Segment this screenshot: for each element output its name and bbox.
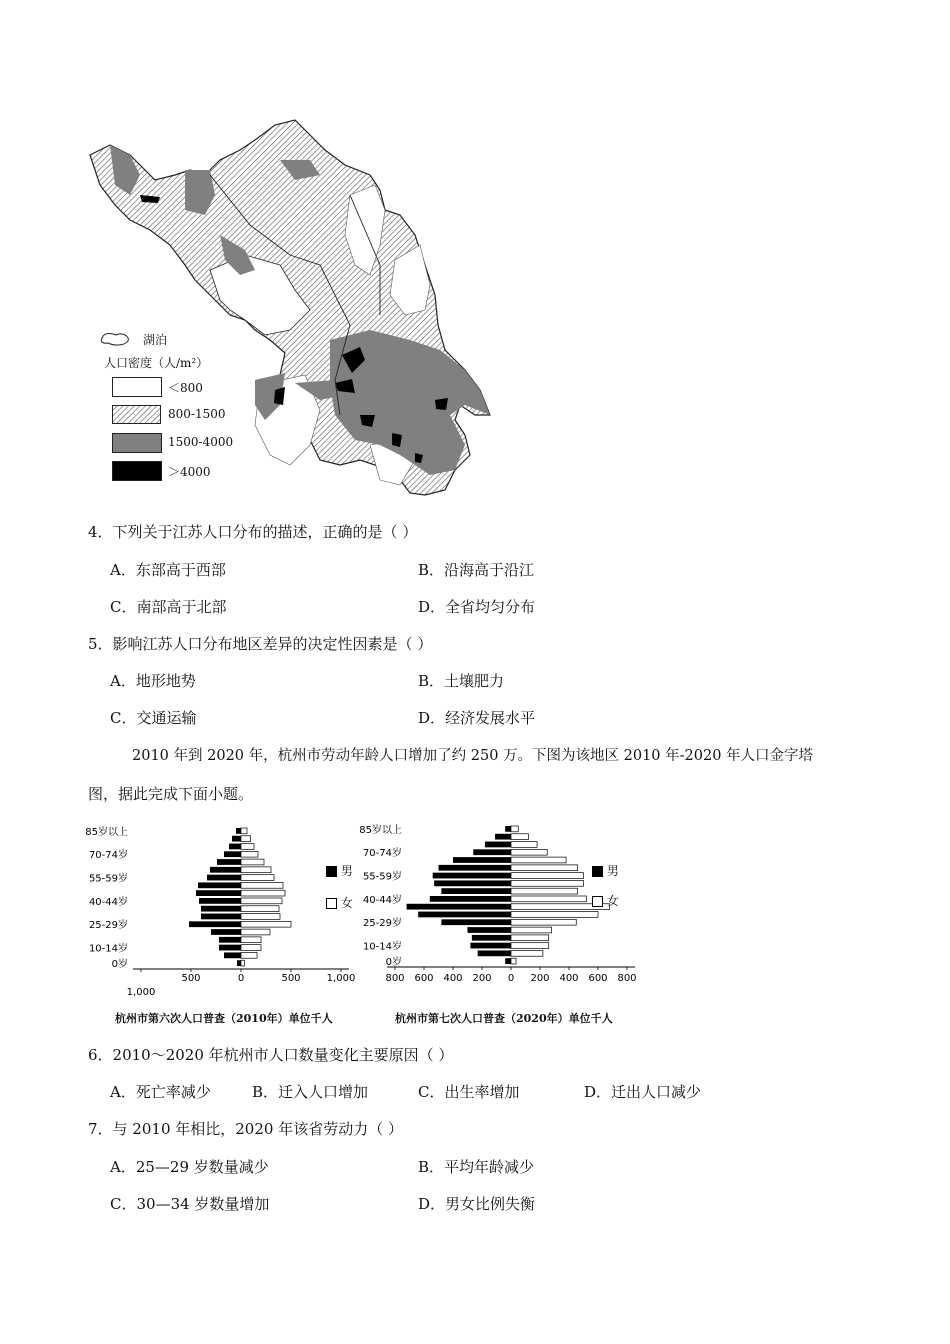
bar-female-55-59岁 [241, 875, 274, 881]
bar-female-40-44岁 [511, 896, 586, 902]
bar-male-35-39岁 [201, 906, 241, 912]
bar-female-20-24岁 [241, 929, 270, 935]
bar-female-40-44岁 [241, 898, 282, 904]
lake-label: 湖泊 [143, 333, 168, 347]
x-tick-label: 0 [507, 973, 515, 984]
bar-male-50-54岁 [434, 880, 511, 886]
bar-female-65-69岁 [511, 857, 566, 863]
bar-female-80-84岁 [511, 834, 528, 840]
x-tick-label: 1,000 [126, 987, 156, 998]
bar-female-20-24岁 [511, 927, 552, 933]
bar-male-60-64岁 [439, 865, 512, 871]
x-tick-label: 800 [385, 973, 405, 984]
bar-female-85岁以上 [511, 826, 518, 832]
bar-male-65-69岁 [453, 857, 511, 863]
bar-male-15-19岁 [219, 937, 241, 943]
bar-male-25-29岁 [189, 921, 241, 927]
q6-option-b[interactable]: B．迁入人口增加 [252, 1083, 369, 1101]
q5-option-c[interactable]: C．交通运输 [110, 709, 197, 727]
question-5-stem: 5．影响江苏人口分布地区差异的决定性因素是（ ） [88, 635, 433, 653]
bar-female-45-49岁 [511, 888, 578, 894]
q5-option-a[interactable]: A．地形地势 [110, 672, 196, 690]
bar-female-25-29岁 [241, 921, 291, 927]
bar-female-10-14岁 [241, 945, 261, 951]
bar-female-15-19岁 [511, 935, 549, 941]
bar-male-40-44岁 [199, 898, 241, 904]
bar-male-55-59岁 [207, 875, 241, 881]
y-tick-label: 40-44岁 [362, 894, 402, 906]
x-tick-label: 1,000 [326, 973, 356, 984]
bar-male-0岁 [237, 960, 241, 966]
bar-female-35-39岁 [241, 906, 279, 912]
y-tick-label: 40-44岁 [88, 896, 128, 908]
lake-icon [98, 330, 134, 348]
bar-female-0岁 [511, 958, 516, 964]
question-7-stem: 7．与 2010 年相比，2020 年该省劳动力（ ） [88, 1120, 403, 1138]
x-tick-label: 600 [588, 973, 608, 984]
density-title: 人口密度（人/m²） [104, 356, 209, 370]
bar-female-10-14岁 [511, 943, 549, 949]
bar-female-85岁以上 [241, 828, 247, 834]
pyramid-2020-legend-male: 男 [592, 862, 619, 879]
bar-female-75-79岁 [241, 844, 254, 850]
bar-female-65-69岁 [241, 859, 264, 865]
x-tick-label: 600 [414, 973, 434, 984]
bar-male-20-24岁 [211, 929, 241, 935]
q6-option-c[interactable]: C．出生率增加 [418, 1083, 520, 1101]
bar-male-75-79岁 [229, 844, 241, 850]
y-tick-label: 85岁以上 [359, 824, 402, 836]
bar-female-0岁 [241, 960, 245, 966]
pyramid-2010-title: 杭州市第六次人口普查（2010年）单位千人 [115, 1012, 333, 1025]
bar-male-70-74岁 [224, 851, 241, 857]
bar-female-80-84岁 [241, 836, 251, 842]
bar-female-55-59岁 [511, 873, 584, 879]
y-tick-label: 10-14岁 [88, 943, 128, 955]
q7-option-c[interactable]: C．30—34 岁数量增加 [110, 1195, 270, 1213]
bar-female-60-64岁 [511, 865, 578, 871]
bar-female-5-9岁 [241, 952, 257, 958]
bar-male-30-34岁 [418, 912, 511, 918]
bar-male-70-74岁 [473, 849, 511, 855]
x-tick-label: 0 [237, 973, 245, 984]
pyramid-2020-legend-female: 女 [592, 892, 619, 909]
x-tick-label: 200 [530, 973, 550, 984]
y-tick-label: 0岁 [111, 959, 128, 971]
bar-male-20-24岁 [468, 927, 512, 933]
q5-option-d[interactable]: D．经济发展水平 [418, 709, 536, 727]
bar-male-65-69岁 [217, 859, 241, 865]
bar-female-60-64岁 [241, 867, 271, 873]
y-tick-label: 0岁 [385, 957, 402, 969]
bar-male-85岁以上 [236, 828, 241, 834]
pyramid-2020-svg [350, 815, 650, 1005]
y-tick-label: 25-29岁 [362, 918, 402, 930]
y-tick-label: 10-14岁 [362, 941, 402, 953]
bar-male-5-9岁 [478, 950, 511, 956]
bar-female-25-29岁 [511, 919, 576, 925]
x-tick-label: 200 [472, 973, 492, 984]
pyramid-2010-legend-female: 女 [326, 894, 353, 911]
pyramid-2020 [350, 815, 650, 1030]
bar-female-50-54岁 [511, 880, 584, 886]
bar-male-80-84岁 [232, 836, 241, 842]
pyramid-2020-title: 杭州市第七次人口普查（2020年）单位千人 [395, 1012, 613, 1025]
bar-female-70-74岁 [511, 849, 547, 855]
question-6-stem: 6．2010～2020 年杭州市人口数量变化主要原因（ ） [88, 1046, 454, 1064]
bar-female-70-74岁 [241, 851, 258, 857]
y-tick-label: 55-59岁 [88, 873, 128, 885]
intro-line-1: 2010 年到 2020 年，杭州市劳动年龄人口增加了约 250 万。下图为该地区 2010 年-2020 年人口金字塔 [132, 748, 814, 764]
bar-male-45-49岁 [196, 890, 241, 896]
bar-male-85岁以上 [505, 826, 511, 832]
x-tick-label: 800 [617, 973, 637, 984]
bar-male-10-14岁 [219, 945, 241, 951]
bar-male-80-84岁 [495, 834, 511, 840]
pyramid-2010-legend-male: 男 [326, 862, 353, 879]
q7-option-d[interactable]: D．男女比例失衡 [418, 1195, 536, 1213]
bar-male-35-39岁 [407, 904, 511, 910]
y-tick-label: 55-59岁 [362, 871, 402, 883]
x-tick-label: 400 [443, 973, 463, 984]
x-tick-label: 500 [281, 973, 301, 984]
bar-female-50-54岁 [241, 882, 283, 888]
bar-male-15-19岁 [472, 935, 511, 941]
q4-option-d[interactable]: D．全省均匀分布 [418, 598, 536, 616]
bar-male-60-64岁 [210, 867, 241, 873]
bar-female-5-9岁 [511, 950, 543, 956]
bar-male-50-54岁 [198, 882, 241, 888]
intro-line-2: 图，据此完成下面小题。 [88, 785, 254, 803]
jiangsu-population-map [80, 115, 530, 500]
pyramid-2010 [80, 815, 380, 1030]
y-tick-label: 70-74岁 [88, 850, 128, 862]
q7-option-b[interactable]: B．平均年龄减少 [418, 1158, 535, 1176]
q4-option-c[interactable]: C．南部高于北部 [110, 598, 227, 616]
bar-female-30-34岁 [241, 914, 280, 920]
bar-female-15-19岁 [241, 937, 261, 943]
bar-male-25-29岁 [441, 919, 511, 925]
q4-option-b[interactable]: B．沿海高于沿江 [418, 561, 535, 579]
question-4-stem: 4．下列关于江苏人口分布的描述，正确的是（ ） [88, 523, 418, 541]
y-tick-label: 85岁以上 [85, 826, 128, 838]
bar-male-40-44岁 [430, 896, 511, 902]
q4-option-a[interactable]: A．东部高于西部 [110, 561, 226, 579]
bar-male-75-79岁 [485, 842, 511, 848]
bar-female-30-34岁 [511, 912, 598, 918]
y-tick-label: 70-74岁 [362, 848, 402, 860]
x-tick-label: 500 [181, 973, 201, 984]
q7-option-a[interactable]: A．25—29 岁数量减少 [110, 1158, 269, 1176]
bar-female-75-79岁 [511, 842, 537, 848]
bar-male-30-34岁 [201, 914, 241, 920]
y-tick-label: 25-29岁 [88, 920, 128, 932]
q6-option-d[interactable]: D．迁出人口减少 [584, 1083, 702, 1101]
bar-male-55-59岁 [433, 873, 511, 879]
bar-female-45-49岁 [241, 890, 285, 896]
map-legend: 湖泊 人口密度（人/m²） ＜800 800-1500 1500-4000 ＞4000 [98, 328, 298, 487]
bar-male-10-14岁 [470, 943, 511, 949]
x-tick-label: 400 [559, 973, 579, 984]
bar-male-5-9岁 [224, 952, 241, 958]
bar-male-45-49岁 [441, 888, 511, 894]
q6-option-a[interactable]: A．死亡率减少 [110, 1083, 211, 1101]
bar-male-0岁 [505, 958, 511, 964]
q5-option-b[interactable]: B．土壤肥力 [418, 672, 505, 690]
